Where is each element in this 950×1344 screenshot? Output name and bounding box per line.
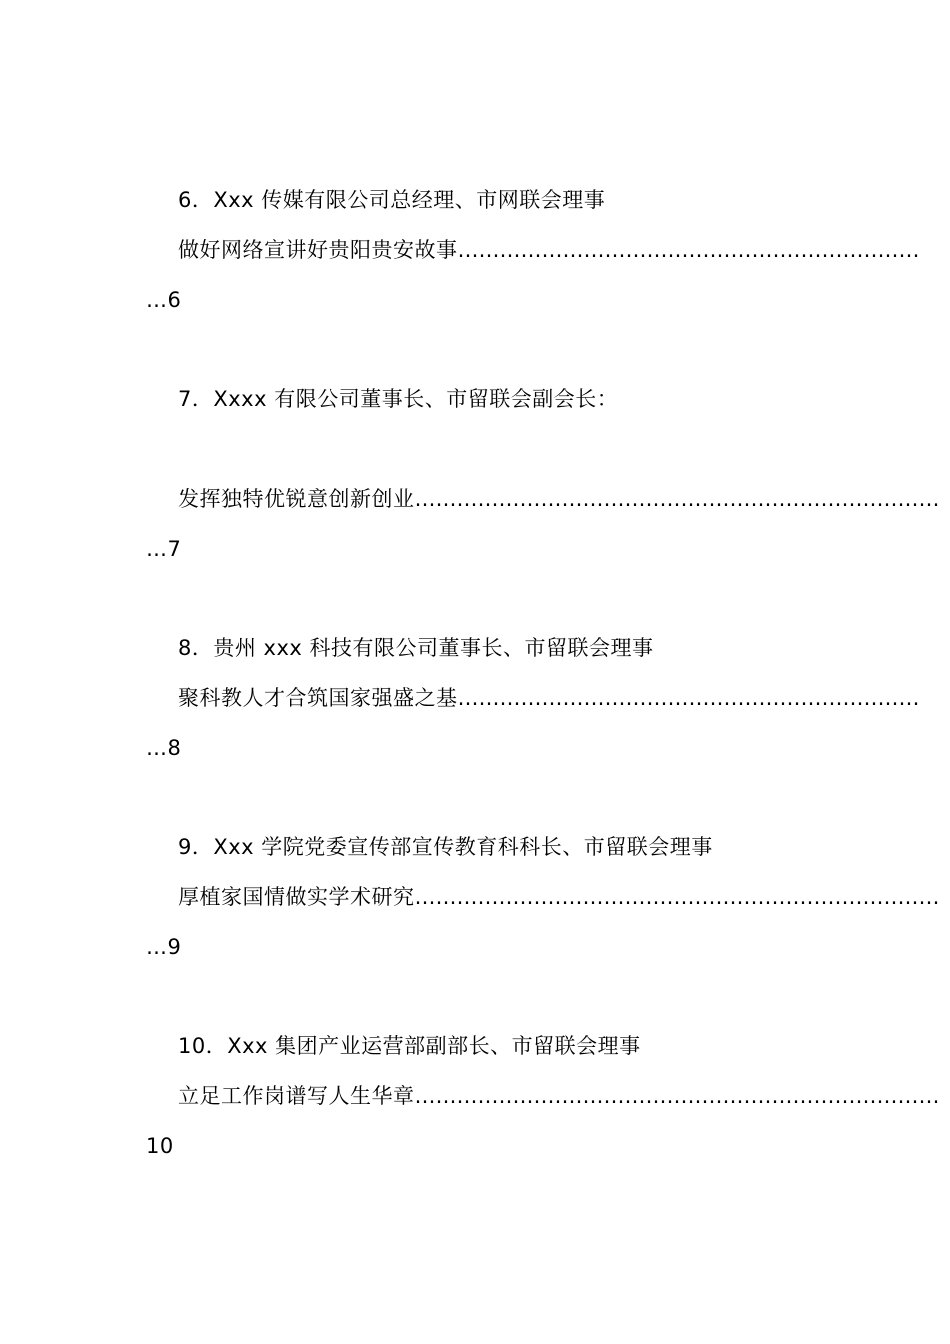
toc-entry-heading: 7．Xxxx 有限公司董事长、市留联会副会长： [178, 387, 619, 411]
toc-entry-heading: 6．Xxx 传媒有限公司总经理、市网联会理事 [178, 188, 606, 212]
toc-page-number: 10 [146, 1134, 174, 1158]
toc-leader-dots: ………………………………………………………………… [414, 1084, 940, 1108]
toc-entry-title: 厚植家国情做实学术研究 [178, 885, 415, 909]
toc-entry-title-row[interactable] [178, 1081, 940, 1111]
toc-entry-title-row[interactable] [178, 484, 940, 514]
toc-entry-heading: 9．Xxx 学院党委宣传部宣传教育科科长、市留联会理事 [178, 835, 713, 859]
toc-entry-heading: 8．贵州 xxx 科技有限公司董事长、市留联会理事 [178, 636, 654, 660]
toc-leader-dots: ………………………………………………………… [457, 686, 920, 710]
toc-page-number: …7 [146, 537, 182, 561]
toc-entry-title: 立足工作岗谱写人生华章 [178, 1084, 415, 1108]
toc-entry-heading: 10．Xxx 集团产业运营部副部长、市留联会理事 [178, 1034, 641, 1058]
toc-leader-dots: ………………………………………………………………… [414, 487, 940, 511]
toc-page-number: …9 [146, 935, 182, 959]
toc-entry-title-row[interactable] [178, 235, 920, 265]
toc-leader-dots: ………………………………………………………………… [414, 885, 940, 909]
toc-entry-title: 发挥独特优锐意创新创业 [178, 487, 415, 511]
toc-leader-dots: ………………………………………………………… [457, 238, 920, 262]
toc-entry-title-row[interactable] [178, 882, 940, 912]
toc-entry-title: 做好网络宣讲好贵阳贵安故事 [178, 238, 458, 262]
toc-page-number: …8 [146, 736, 182, 760]
toc-page-number: …6 [146, 288, 182, 312]
toc-entry-title-row[interactable] [178, 683, 920, 713]
toc-entry-title: 聚科教人才合筑国家强盛之基 [178, 686, 458, 710]
